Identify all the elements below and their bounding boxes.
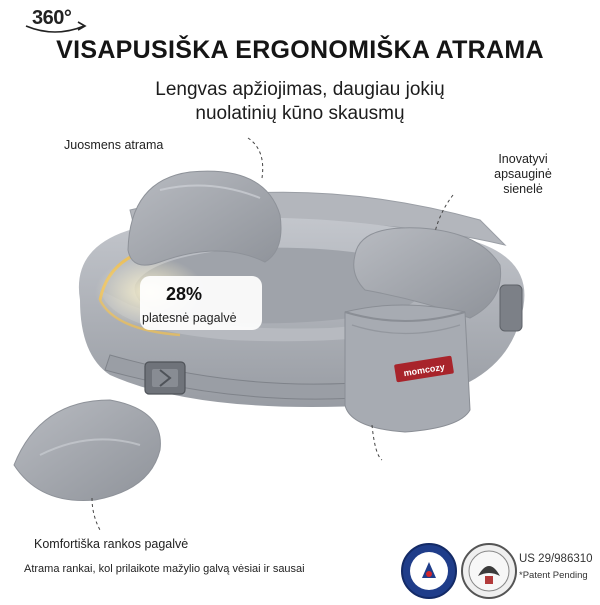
arm-pillow-label: Komfortiška rankos pagalvė — [34, 537, 189, 551]
leader-line-arm — [92, 498, 100, 530]
arm-pillow — [14, 400, 160, 501]
patent-number: US 29/986310 — [519, 553, 593, 565]
wider-percent: 28% — [166, 284, 203, 304]
protective-wall-label-line-2: apsauginė sienelė — [494, 167, 552, 196]
subtitle-line-2: nuolatinių kūno skausmų — [195, 103, 405, 124]
lumbar-support-label: Juosmens atrama — [64, 138, 164, 152]
leader-line-pocket — [372, 425, 382, 460]
arm-pillow-caption: Atrama rankai, kol prilaikote mažylio galvą vėsiai ir sausai — [24, 563, 305, 575]
protective-wall-label — [478, 152, 568, 197]
us-patent-seal — [460, 542, 518, 600]
wider-label: platesnė pagalvė — [142, 311, 237, 325]
side-clip — [500, 285, 522, 331]
leader-line-lumbar — [248, 138, 263, 178]
cn-patent-seal — [400, 542, 458, 600]
page-title: VISAPUSIŠKA ERGONOMIŠKA ATRAMA — [56, 36, 544, 64]
patent-pending: *Patent Pending — [519, 570, 588, 581]
protective-wall-label-line-1: Inovatyvi — [498, 152, 548, 166]
brand-tag-text: momcozy — [402, 361, 446, 379]
badge-360-text: 360° — [32, 7, 72, 29]
subtitle-line-1: Lengvas apžiojimas, daugiau jokių — [155, 79, 445, 100]
buckle-icon — [145, 362, 185, 394]
